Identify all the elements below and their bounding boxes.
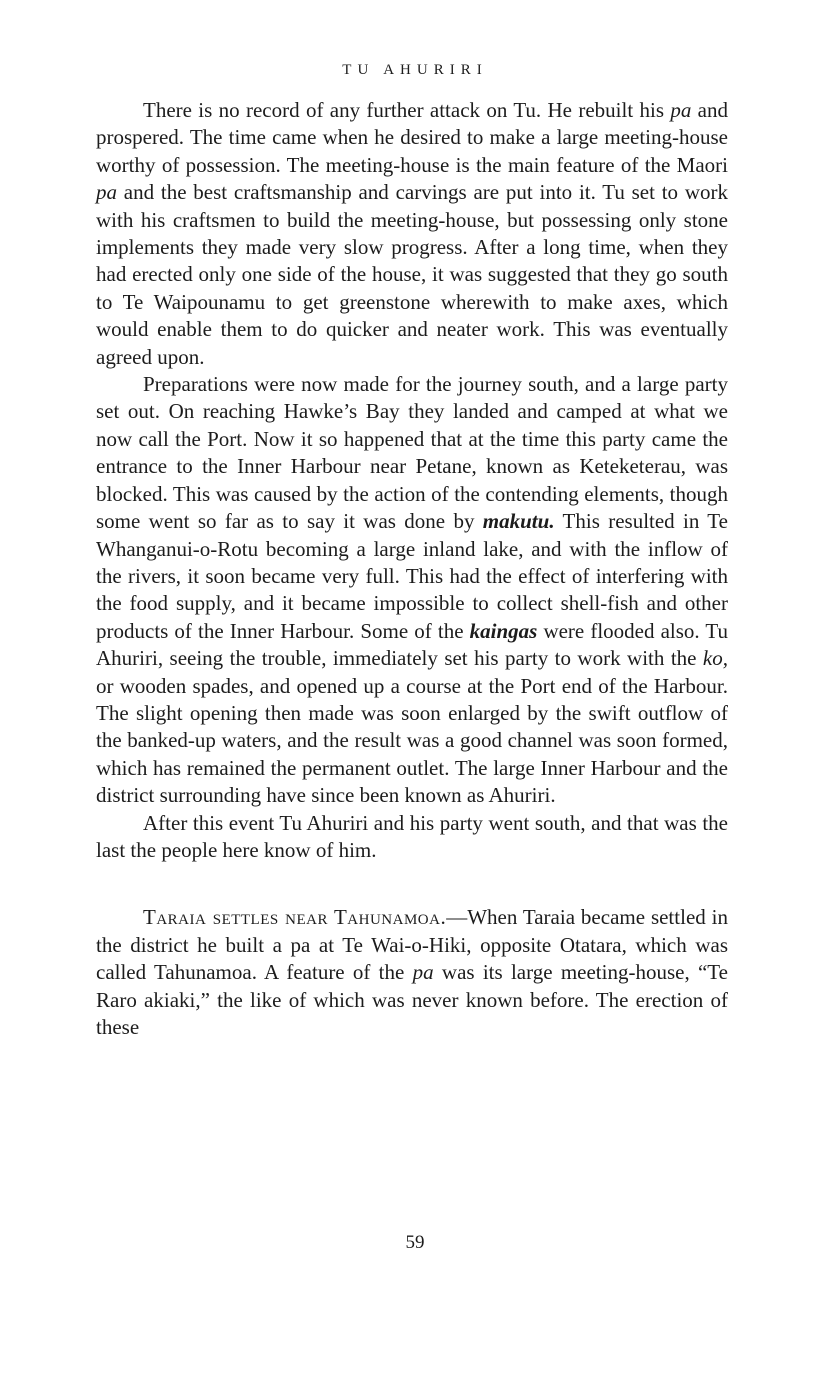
emphasized-term: makutu.	[482, 509, 555, 534]
running-head: TU AHURIRI	[342, 62, 488, 78]
italic-term: pa	[96, 180, 117, 205]
italic-term: ko,	[702, 646, 728, 671]
paragraph	[96, 904, 728, 1041]
paragraph-text: —When Taraia became settled in the district he built a pa at Te Wai-o-Hiki, opposite Otatara, which was called Tahunamoa. A feature of the	[96, 905, 728, 985]
paragraph-text: Preparations were now made for the journey south, and a large party set out. On reaching Hawke’s Bay they landed and camped at what we now call the Port. Now it so happened that at the time this party came the entrance to the Inner Harbour near Petane, known as Keteketerau, was blocked. This was caused by the action of the contending elements, though some went so far as to say it was done by	[96, 372, 728, 534]
paragraph	[96, 810, 728, 865]
paragraph-text: or wooden spades, and opened up a course at the Port end of the Harbour. The slight opening then made was soon enlarged by the swift outflow of the banked-up waters, and the result was a good channel was soon formed, which has remained the permanent outlet. The large Inner Harbour and the district surrounding have since been known as Ahuriri.	[96, 673, 728, 808]
body-text	[96, 97, 728, 1041]
paragraph-text: After this event Tu Ahuriri and his party went south, and that was the last the people here know of him.	[96, 810, 728, 862]
page-number: 59	[405, 1232, 425, 1253]
italic-term: pa	[412, 960, 434, 985]
paragraph-text: were flooded also. Tu Ahuriri, seeing the trouble, immediately set his party to work with the	[96, 618, 728, 671]
paragraph-text: and the best craftsmanship and carvings are put into it. Tu set to work with his craftsmen to build the meeting-house, but possessing only stone implements they made very slow progress. After a long time, when they had erected only one side of the house, it was suggested that they go south to Te Waipounamu to get greenstone wherewith to make axes, which would enable them to do quicker and neater work. This was eventually agreed upon.	[96, 180, 728, 369]
paragraph-text: and prospered. The time came when he desired to make a large meeting-house worthy of possession. The meeting-house is the main feature of the Maori	[96, 98, 729, 177]
section-heading: Taraia settles near Tahunamoa.	[143, 905, 447, 930]
paragraph-text: This resulted in Te Whanganui-o-Rotu becoming a large inland lake, and with the inflow of the rivers, it soon became very full. This had the effect of interfering with the food supply, and it became impossible to collect shell-fish and other products of the Inner Harbour. Some of the	[96, 509, 728, 643]
italic-term: pa	[670, 98, 692, 122]
emphasized-term: kaingas	[469, 618, 538, 643]
paragraph-text: was its large meeting-house, “Te Raro akiaki,” the like of which was never known before. The erection of these	[96, 960, 728, 1039]
paragraph-text: There is no record of any further attack on Tu. He rebuilt his	[143, 98, 671, 122]
paragraph	[96, 97, 728, 371]
paragraph	[96, 371, 728, 810]
